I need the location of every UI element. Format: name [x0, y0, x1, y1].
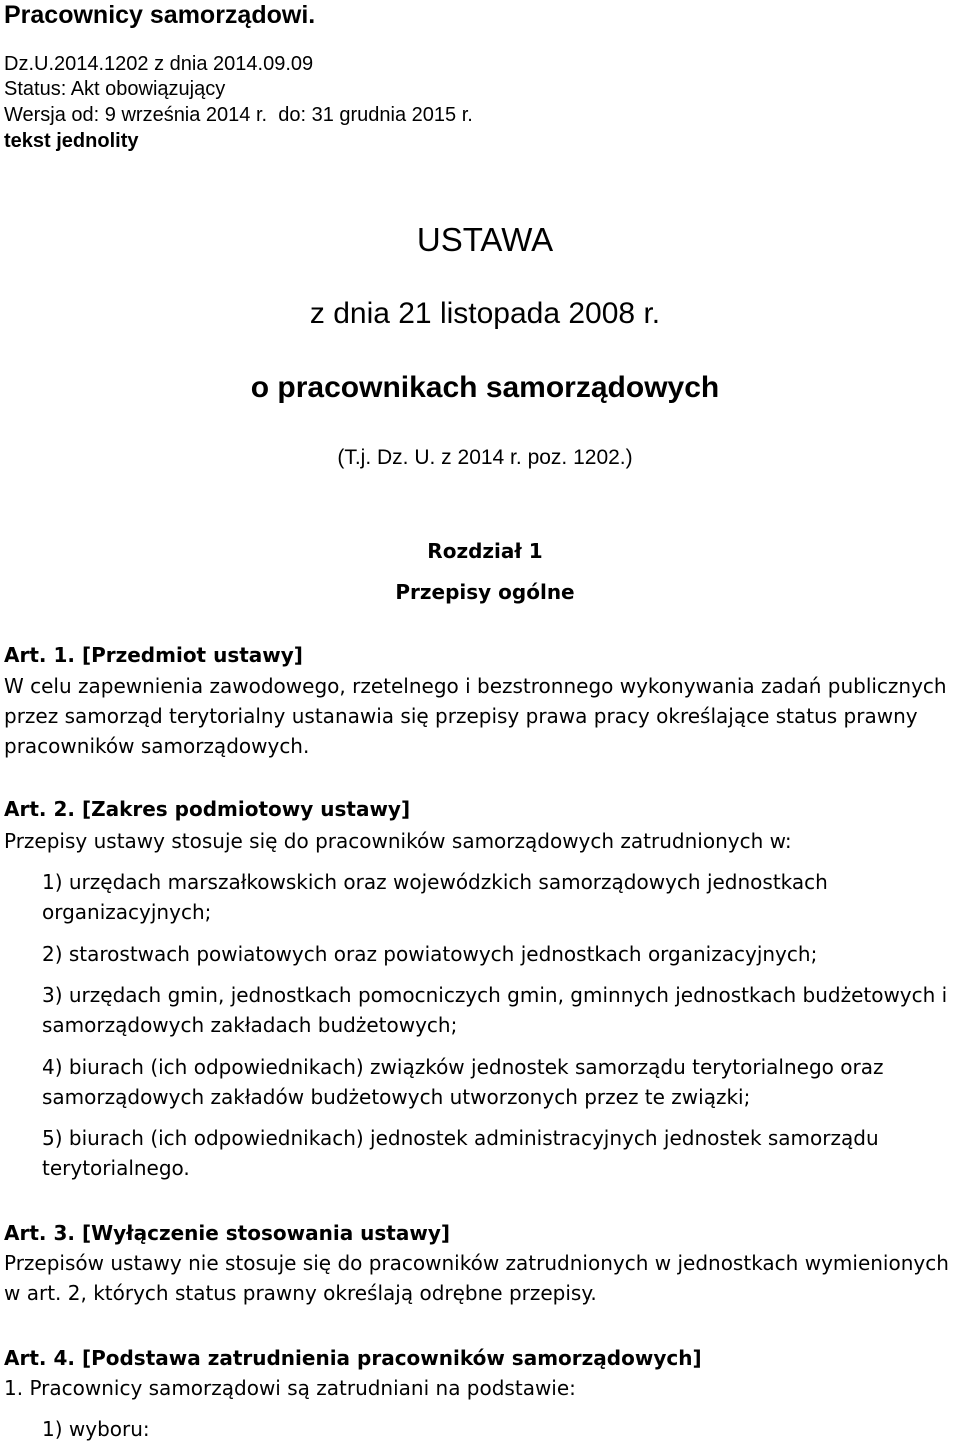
act-type: USTAWA — [416, 221, 554, 258]
act-reference: (T.j. Dz. U. z 2014 r. poz. 1202.) — [337, 446, 633, 469]
journal-reference: Dz.U.2014.1202 z dnia 2014.09.09 — [4, 53, 314, 75]
legal-status: Status: Akt obowiązujący — [4, 78, 226, 100]
article-body: Przepisów ustawy nie stosuje się do pracowników zatrudnionych w jednostkach wymienionych w art. 2, których status prawny określają odrębne przepisy. — [4, 1251, 949, 1305]
document-title: Pracownicy samorządowi. — [4, 1, 316, 29]
list-item: 3) urzędach gmin, jednostkach pomocniczych gmin, gminnych jednostkach budżetowych i samorządowych zakładach budżetowych; — [42, 983, 948, 1037]
article-heading: Art. 4. [Podstawa zatrudnienia pracowników samorządowych] — [4, 1346, 702, 1370]
list-item: 4) biurach (ich odpowiednikach) związków jednostek samorządu terytorialnego oraz samorządowych zakładów budżetowych utworzonych przez te związki; — [42, 1055, 884, 1109]
act-subject: o pracownikach samorządowych — [250, 371, 720, 404]
article-body: W celu zapewnienia zawodowego, rzetelnego i bezstronnego wykonywania zadań publicznych przez samorząd terytorialny ustanawia się przepisy prawa pracy określające status prawny pracowników samorządowych. — [4, 674, 947, 758]
article-heading: Art. 3. [Wyłączenie stosowania ustawy] — [4, 1221, 451, 1245]
list-item: 1) wyboru: — [42, 1417, 150, 1441]
version-range: Wersja od: 9 września 2014 r. do: 31 grudnia 2015 r. — [4, 104, 473, 126]
article-heading: Art. 2. [Zakres podmiotowy ustawy] — [4, 797, 411, 821]
article-heading: Art. 1. [Przedmiot ustawy] — [4, 643, 303, 667]
article-body: Przepisy ustawy stosuje się do pracowników samorządowych zatrudnionych w: — [4, 829, 792, 853]
consolidated-text-label: tekst jednolity — [4, 130, 139, 152]
list-item: 2) starostwach powiatowych oraz powiatowych jednostkach organizacyjnych; — [42, 942, 818, 966]
list-item: 5) biurach (ich odpowiednikach) jednostek administracyjnych jednostek samorządu terytorialnego. — [42, 1126, 879, 1180]
act-date: z dnia 21 listopada 2008 r. — [309, 297, 661, 330]
list-item: 1) urzędach marszałkowskich oraz wojewódzkich samorządowych jednostkach organizacyjnych; — [42, 870, 828, 924]
article-body: 1. Pracownicy samorządowi są zatrudniani na podstawie: — [4, 1376, 576, 1400]
chapter-number: Rozdział 1 — [427, 539, 543, 563]
chapter-title: Przepisy ogólne — [395, 580, 575, 604]
